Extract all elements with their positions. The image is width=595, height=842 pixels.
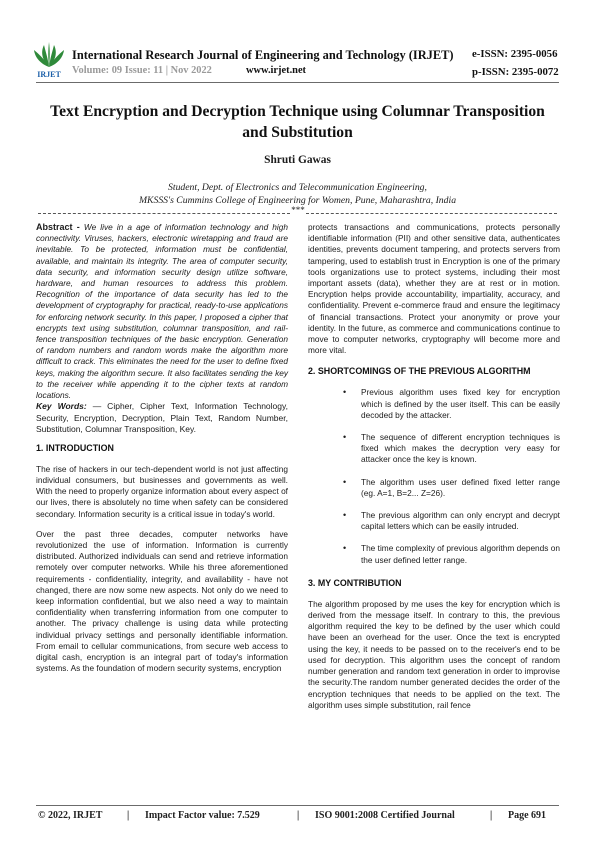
bullet-icon: • bbox=[343, 387, 347, 398]
footer-impact-factor: Impact Factor value: 7.529 bbox=[145, 810, 260, 821]
section-divider-mark: *** bbox=[291, 205, 305, 215]
intro-paragraph-1: The rise of hackers in our tech-dependent world is not just affecting individual consumers, but businesses and governments as well. With the need to properly organize information about every aspect of our lives, there is absolutely no time when safety can be considered secondary. Information security is a critical issue in today's world. bbox=[36, 463, 288, 519]
section-heading-contribution: 3. MY CONTRIBUTION bbox=[308, 577, 402, 588]
bullet-icon: • bbox=[343, 476, 347, 487]
footer-separator: | bbox=[490, 810, 493, 821]
footer-rule bbox=[36, 805, 559, 806]
right-column bbox=[308, 222, 560, 720]
abstract bbox=[36, 222, 288, 401]
keywords: Key Words: — Cipher, Cipher Text, Information Technology, Security, Encryption, Decryption, Plain Text, Random Number, Substitution, Columnar Transposition, Key. bbox=[36, 401, 288, 435]
section-divider-right bbox=[306, 213, 557, 214]
intro-paragraph-2: Over the past three decades, computer networks have revolutionized the use of information. Information is currently distributed. Authorized individuals can send and retrieve information remotely over computer networks. While his three aforementioned requirements - confidentiality, integrity, and availability - have not changed, there are now some new aspects. Not only do we need to keep information confidential, but we also need a way to maintain confidentiality when transferring information from one computer to another. The privacy challenge is using data while protecting individual privacy settings and personally identifiable information. From email to cellular communications, from secure web access to digital cash, encryption is an integral part of today's information systems. As the foundation of modern security systems, encryption bbox=[36, 528, 288, 674]
journal-title: International Research Journal of Engineering and Technology (IRJET) bbox=[72, 48, 454, 62]
author-name: Shruti Gawas bbox=[264, 154, 331, 166]
section-heading-shortcomings: 2. SHORTCOMINGS OF THE PREVIOUS ALGORITHM bbox=[308, 366, 531, 377]
p-issn: p-ISSN: 2395-0072 bbox=[472, 66, 559, 78]
list-item: • The sequence of different encryption techniques is fixed which makes the decryption very easy for attacker once the key is known. bbox=[343, 432, 560, 465]
e-issn: e-ISSN: 2395-0056 bbox=[472, 48, 558, 60]
list-item: • Previous algorithm uses fixed key for encryption which is defined by the user itself. This can be easily decoded by the attacker. bbox=[343, 387, 560, 420]
footer-copyright: © 2022, IRJET bbox=[38, 810, 103, 821]
header-rule bbox=[36, 82, 559, 83]
left-column bbox=[36, 222, 288, 683]
list-item: • The previous algorithm can only encrypt and decrypt capital letters which can be easily intruded. bbox=[343, 510, 560, 532]
journal-logo bbox=[32, 41, 66, 79]
intro-paragraph-continued: protects transactions and communications, protects personally identifiable information (PII) and other sensitive data, authenticates identities, prevents document tampering, and protects servers from tampering, used to establish trust in Encryption is one of the primary tools organizations use to protect systems, including their most important assets (data), whether they are at rest or in motion. Encryption helps provide accountability, impartiality, accuracy, and confidentiality. Prevent e-commerce fraud and ensure the legitimacy of financial transactions. Protect your anonymity or prove your identity. In the future, as commerce and communications continue to move to computer networks, cryptography will become more and more vital. bbox=[308, 222, 560, 356]
footer-separator: | bbox=[297, 810, 300, 821]
list-item: • The time complexity of previous algorithm depends on the user defined letter range. bbox=[343, 543, 560, 565]
paper-title: Text Encryption and Decryption Technique using Columnar Transposition and Substitution bbox=[50, 103, 545, 141]
bullet-icon: • bbox=[343, 543, 347, 554]
affiliation-line-2: MKSSS's Cummins College of Engineering for Women, Pune, Maharashtra, India bbox=[138, 195, 457, 206]
bullet-icon: • bbox=[343, 432, 347, 443]
keywords-text: — Cipher, Cipher Text, Information Technology, Security, Encryption, Decryption, Plain Text, Random Number, Substitution, Columnar Transposition, Key. bbox=[36, 401, 288, 435]
footer-iso: ISO 9001:2008 Certified Journal bbox=[315, 810, 455, 821]
volume-info: Volume: 09 Issue: 11 | Nov 2022 bbox=[72, 65, 212, 76]
list-item: • The algorithm uses user defined fixed letter range (eg. A=1, B=2... Z=26). bbox=[343, 476, 560, 498]
section-heading-introduction: 1. INTRODUCTION bbox=[36, 442, 114, 453]
contribution-paragraph-1: The algorithm proposed by me uses the key for encryption which is derived from the message itself. In contrary to this, the previous algorithm required the key to be defined by the user which could have been an overhead for the user. Once the text is encrypted using the key, it needs to be passed on to the receiver's end to be used for decryption. This algorithm uses the concept of random number generation and random text generation in order to improvise the security.The random number generated decides the order of the encryption techniques that needs to be applied on the text. The algorithm uses simple substitution, rail fence bbox=[308, 598, 560, 710]
footer-separator: | bbox=[127, 810, 130, 821]
logo-text: IRJET bbox=[37, 70, 61, 79]
abstract-text: We live in a age of information technology and high connectivity. Viruses, hackers, electronic wiretapping and fraud are inevitable. To be protected, information must be confidential, available, and maintain its integrity. The area of computer security, data security, and information security design utilize software, hardware, and human resources to address this problem. Recognition of the importance of data security has led to the development of cryptography for practical, ready-to-use applications for enforcing network security. In this paper, I proposed a cipher that encrypts text using substitution, columnar transposition, and rail-fence transposition techniques of the basic encryption. Generation of random numbers and random words make the algorithm more difficult to crack. This eliminates the need for the user to define fixed keys, making the algorithm secure. It also facilitates sending the key to the receiver while appending it to the cipher texts at random locations. bbox=[36, 222, 288, 401]
section-divider-left bbox=[38, 213, 290, 214]
abstract-label: Abstract - bbox=[36, 222, 80, 232]
affiliation-line-1: Student, Dept. of Electronics and Telecommunication Engineering, bbox=[168, 182, 427, 193]
journal-website[interactable]: www.irjet.net bbox=[246, 65, 307, 76]
bullet-icon: • bbox=[343, 510, 347, 521]
keywords-label: Key Words bbox=[36, 401, 84, 412]
footer-page-number: Page 691 bbox=[508, 810, 547, 821]
shortcomings-list bbox=[308, 387, 560, 565]
